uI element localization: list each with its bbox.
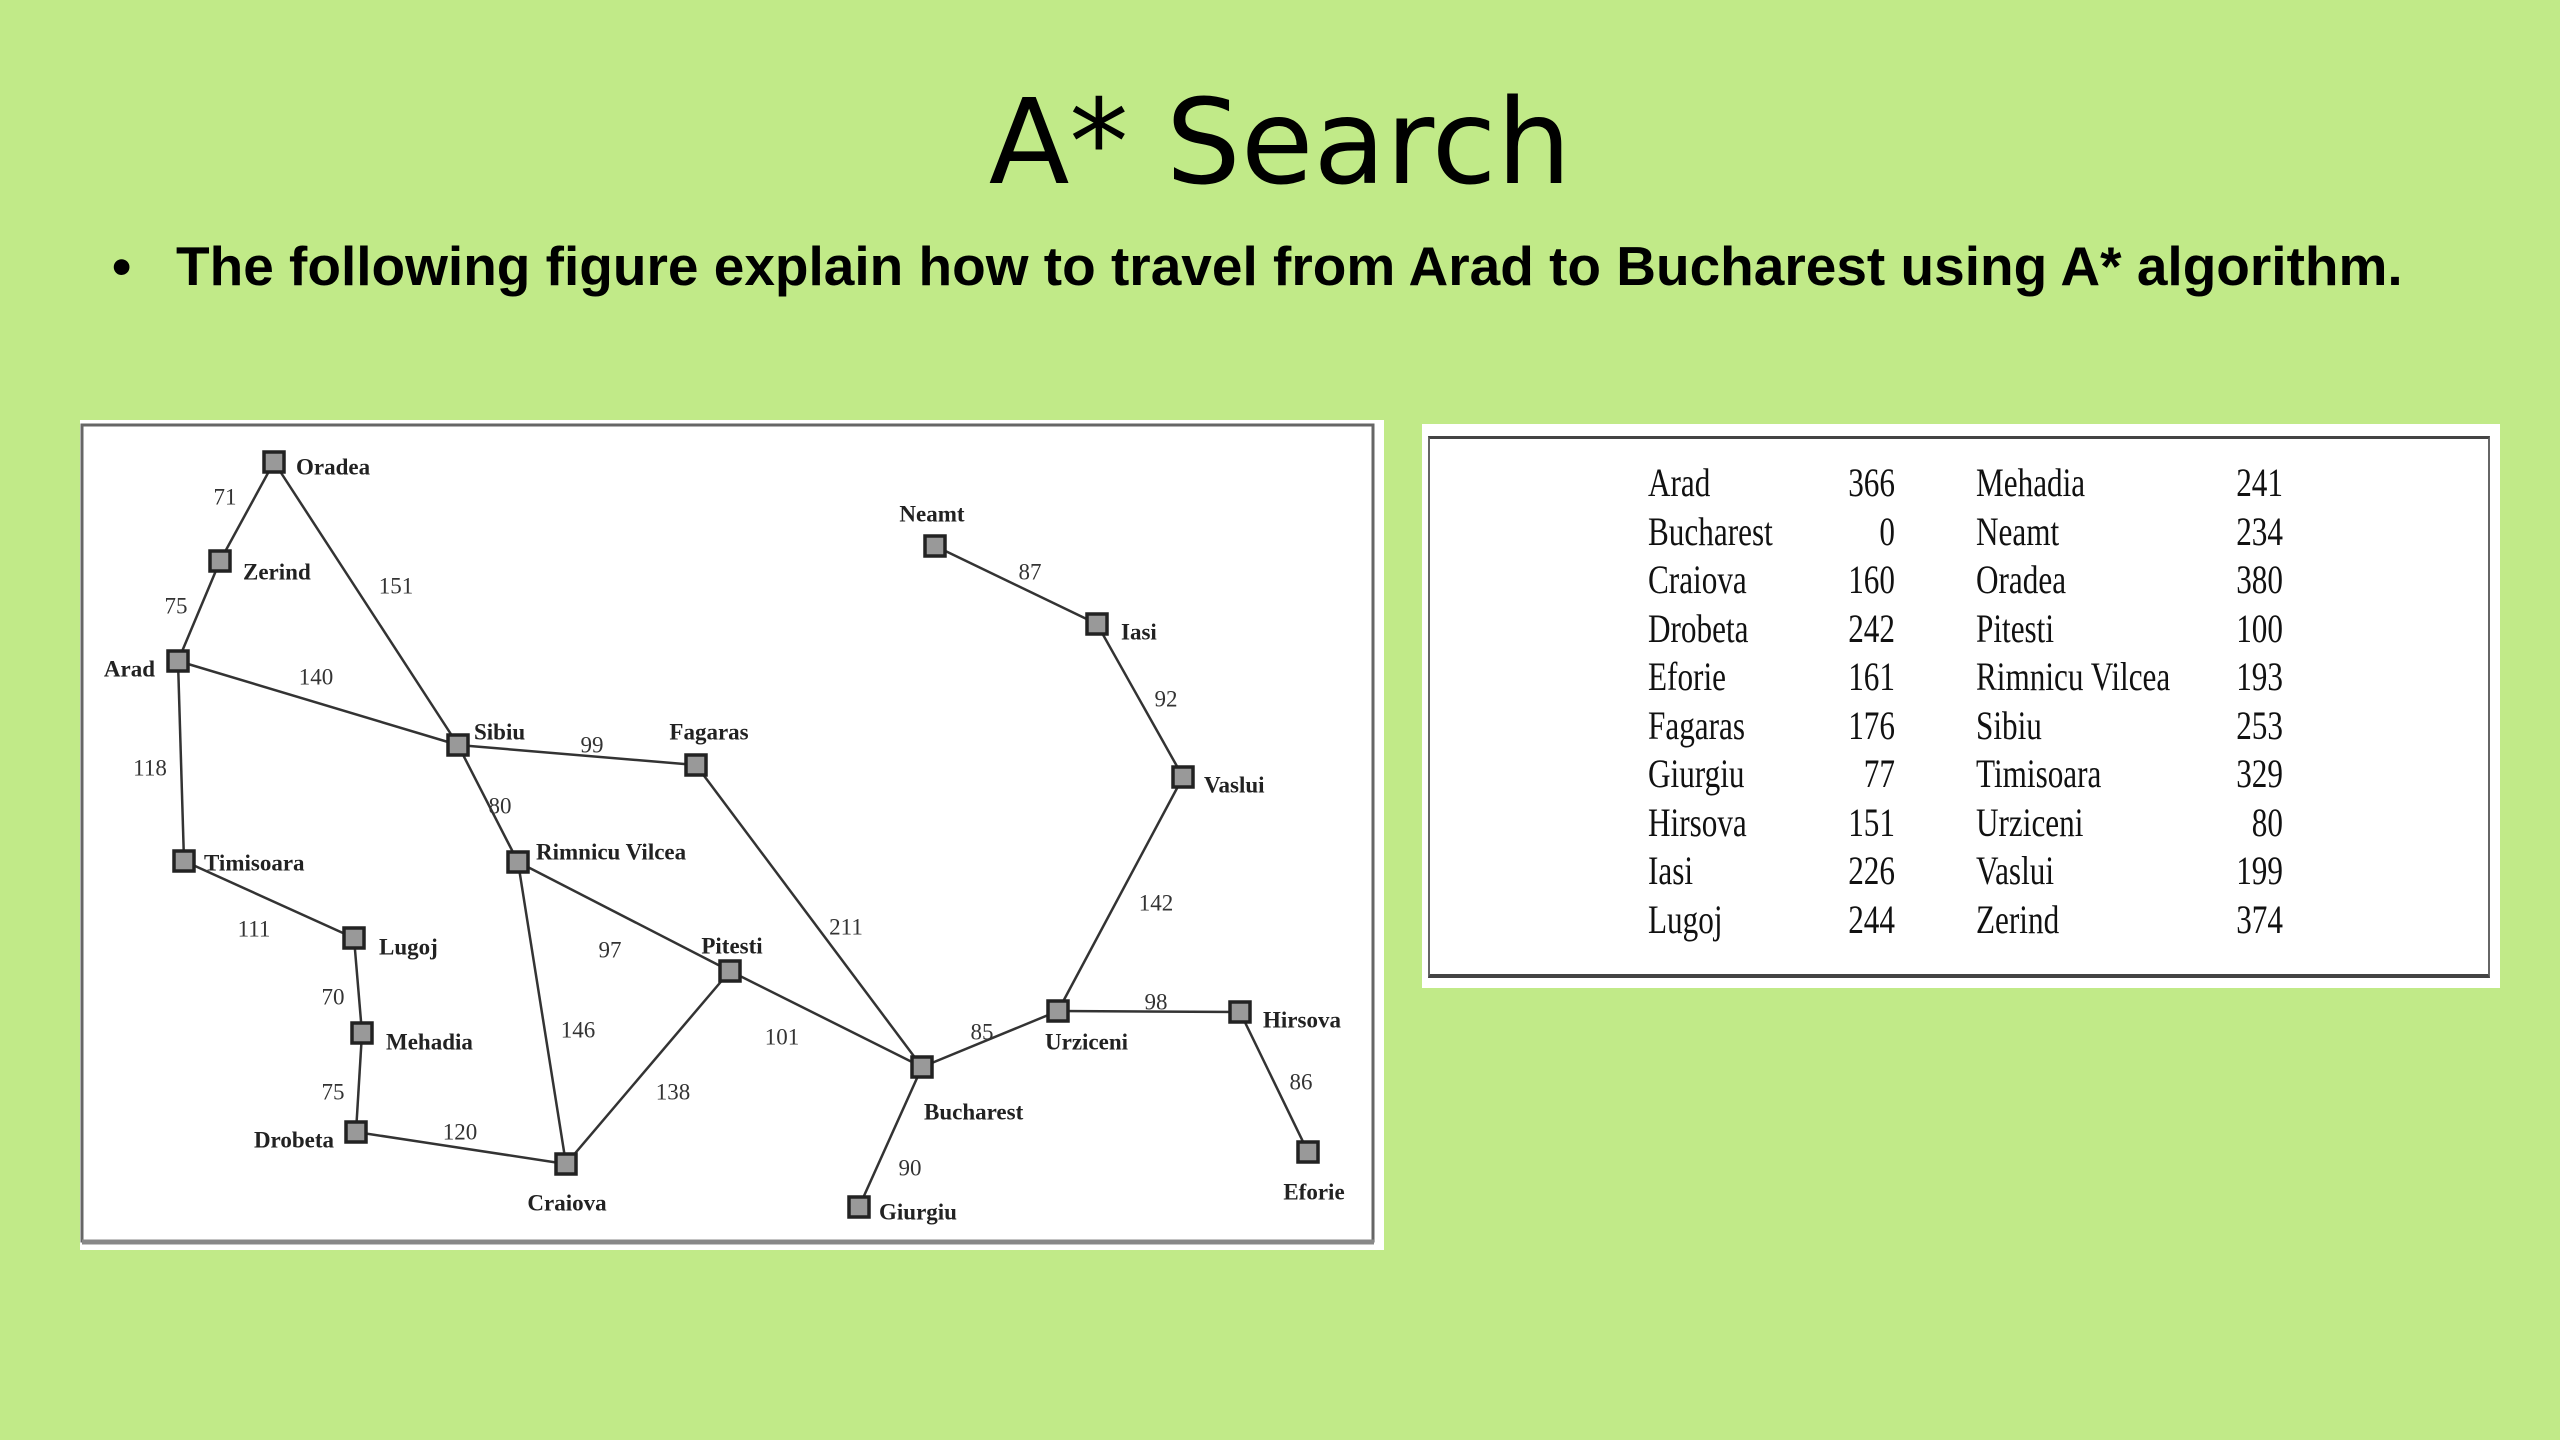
heuristic-city-name: Arad [1648,460,1711,505]
road-distance-sibiu-fagaras: 99 [580,732,604,758]
city-node-pitesti [720,961,740,981]
heuristic-city-name: Neamt [1976,508,2060,554]
heuristic-city-name: Fagaras [1648,702,1746,748]
heuristic-value: 226 [1848,848,1895,893]
city-node-eforie [1298,1142,1318,1162]
road-distance-oradea-zerind: 71 [213,484,237,510]
road-distance-arad-timisoara: 118 [133,755,167,781]
romania-road-map [80,420,1384,1250]
slide-title: A* Search [988,73,1572,211]
heuristic-row [1430,896,2488,944]
city-node-vaslui [1173,767,1193,787]
heuristic-table [1428,436,2490,978]
city-label-giurgiu: Giurgiu [879,1199,957,1225]
heuristic-row [1430,653,2488,701]
road-distance-mehadia-drobeta: 75 [321,1079,345,1105]
heuristic-value: 193 [2236,654,2283,699]
road-distance-timisoara-lugoj: 111 [237,916,271,942]
heuristic-city-name: Eforie [1648,654,1726,699]
city-label-mehadia: Mehadia [386,1029,473,1055]
road-distance-fagaras-bucharest: 211 [829,914,863,940]
heuristic-city-name: Urziceni [1976,799,2084,845]
heuristic-value: 329 [2236,751,2283,796]
heuristic-value: 176 [1848,702,1895,748]
heuristic-city-name: Iasi [1648,848,1694,893]
city-label-lugoj: Lugoj [379,934,438,960]
heuristic-city-name: Pitesti [1976,605,2055,651]
city-node-mehadia [352,1023,372,1043]
city-label-bucharest: Bucharest [924,1099,1024,1125]
heuristic-value: 374 [2236,896,2283,942]
heuristic-row [1430,508,2488,556]
city-node-giurgiu [849,1197,869,1217]
heuristic-city-name: Drobeta [1648,605,1749,651]
road-distance-arad-sibiu: 140 [298,664,334,690]
heuristic-value: 234 [2236,508,2283,554]
heuristic-city-name: Vaslui [1976,848,2054,893]
city-label-sibiu: Sibiu [474,719,526,745]
bullet-point [112,230,2512,302]
heuristic-city-name: Zerind [1976,896,2060,942]
heuristic-table-panel [1422,424,2500,988]
road-distance-rimnicu-pitesti: 97 [598,937,622,963]
heuristic-row [1430,605,2488,653]
bullet-text: The following figure explain how to travel from Arad to Bucharest using A* algorithm. [176,235,2403,297]
city-node-iasi [1087,614,1107,634]
road-distance-pitesti-bucharest: 101 [764,1024,800,1050]
road-distance-lugoj-mehadia: 70 [321,984,345,1010]
city-node-urziceni [1048,1001,1068,1021]
bullet-marker: • [112,235,132,297]
heuristic-city-name: Lugoj [1648,896,1723,942]
city-node-drobeta [346,1122,366,1142]
heuristic-row [1430,799,2488,847]
heuristic-value: 161 [1848,654,1895,699]
heuristic-city-name: Sibiu [1976,702,2042,748]
city-node-bucharest [912,1057,932,1077]
road-distance-urziceni-hirsova: 98 [1144,989,1168,1015]
heuristic-city-name: Oradea [1976,557,2067,602]
city-label-fagaras: Fagaras [669,719,749,745]
city-label-vaslui: Vaslui [1204,772,1265,798]
heuristic-row [1430,702,2488,750]
heuristic-city-name: Giurgiu [1648,751,1745,796]
heuristic-city-name: Hirsova [1648,799,1747,845]
heuristic-city-name: Rimnicu Vilcea [1976,654,2171,699]
heuristic-value: 366 [1848,460,1895,505]
map-frame [82,425,1373,1241]
heuristic-value: 253 [2236,702,2283,748]
heuristic-value: 241 [2236,460,2283,505]
road-distance-urziceni-vaslui: 142 [1138,890,1174,916]
road-distance-drobeta-craiova: 120 [442,1119,478,1145]
city-label-oradea: Oradea [296,454,371,480]
city-label-pitesti: Pitesti [701,933,763,959]
city-label-rimnicu: Rimnicu Vilcea [536,839,687,865]
road-distance-sibiu-rimnicu: 80 [488,793,512,819]
city-node-oradea [264,452,284,472]
heuristic-value: 77 [1863,751,1895,796]
heuristic-row [1430,556,2488,604]
city-label-zerind: Zerind [243,559,311,585]
city-node-lugoj [344,928,364,948]
city-node-sibiu [448,735,468,755]
city-label-iasi: Iasi [1121,619,1157,645]
road-distance-craiova-pitesti: 138 [655,1079,691,1105]
road-distance-rimnicu-craiova: 146 [560,1017,596,1043]
road-distance-zerind-arad: 75 [164,593,188,619]
heuristic-row [1430,847,2488,895]
road-distance-oradea-sibiu: 151 [378,573,414,599]
heuristic-row [1430,750,2488,798]
city-node-hirsova [1230,1002,1250,1022]
city-node-arad [168,651,188,671]
heuristic-value: 380 [2236,557,2283,602]
road-distance-hirsova-eforie: 86 [1289,1069,1313,1095]
road-distance-bucharest-giurgiu: 90 [898,1155,922,1181]
heuristic-city-name: Bucharest [1648,508,1773,554]
heuristic-value: 244 [1848,896,1895,942]
road-distance-vaslui-iasi: 92 [1154,686,1178,712]
city-label-hirsova: Hirsova [1263,1007,1341,1033]
city-label-neamt: Neamt [899,501,965,527]
heuristic-value: 151 [1848,799,1895,845]
heuristic-value: 100 [2236,605,2283,651]
city-label-urziceni: Urziceni [1045,1029,1129,1055]
city-label-timisoara: Timisoara [204,850,305,876]
city-node-zerind [210,551,230,571]
road-distance-iasi-neamt: 87 [1018,559,1042,585]
heuristic-value: 0 [1879,508,1895,554]
heuristic-value: 160 [1848,557,1895,602]
road-map-graph [80,420,1384,1250]
heuristic-value: 242 [1848,605,1895,651]
road-distance-bucharest-urziceni: 85 [970,1019,994,1045]
city-label-eforie: Eforie [1283,1179,1345,1205]
city-label-arad: Arad [103,656,155,682]
city-label-craiova: Craiova [527,1190,607,1216]
city-label-drobeta: Drobeta [253,1127,334,1153]
heuristic-city-name: Craiova [1648,557,1747,602]
city-node-neamt [925,536,945,556]
heuristic-value: 199 [2236,848,2283,893]
heuristic-city-name: Mehadia [1976,460,2086,505]
city-node-craiova [556,1154,576,1174]
heuristic-row [1430,459,2488,507]
city-node-timisoara [174,851,194,871]
city-node-fagaras [686,755,706,775]
city-node-rimnicu [508,852,528,872]
heuristic-city-name: Timisoara [1976,751,2102,796]
heuristic-value: 80 [2251,799,2283,845]
